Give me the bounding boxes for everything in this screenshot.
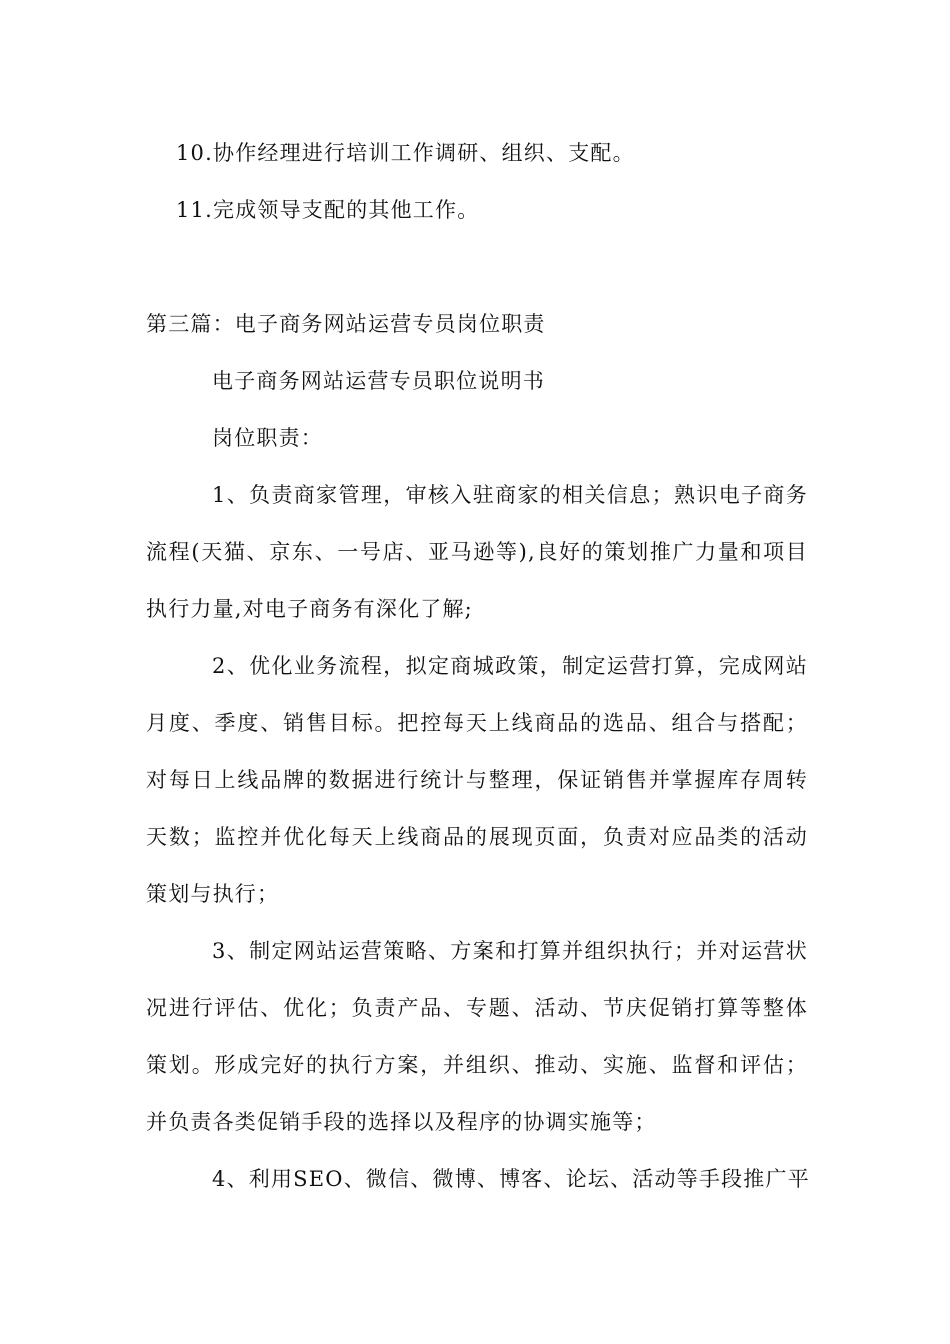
paragraph-2-line-3: 对每日上线品牌的数据进行统计与整理，保证销售并掌握库存周转 (146, 768, 808, 792)
subtitle: 电子商务网站运营专员职位说明书 (212, 369, 545, 393)
paragraph-1-line-3: 执行力量,对电子商务有深化了解; (146, 597, 473, 621)
paragraph-3-line-1: 3、制定网站运营策略、方案和打算并组织执行；并对运营状 (212, 939, 808, 963)
paragraph-1-line-2: 流程(天猫、京东、一号店、亚马逊等),良好的策划推广力量和项目 (146, 540, 808, 564)
section-heading: 第三篇：电子商务网站运营专员岗位职责 (146, 312, 546, 336)
paragraph-4-line-1: 4、利用SEO、微信、微博、博客、论坛、活动等手段推广平 (212, 1167, 810, 1191)
responsibilities-label: 岗位职责： (212, 426, 323, 450)
paragraph-3-line-3: 策划。形成完好的执行方案，并组织、推动、实施、监督和评估； (146, 1053, 808, 1077)
paragraph-3-line-2: 况进行评估、优化；负责产品、专题、活动、节庆促销打算等整体 (146, 996, 808, 1020)
list-item-10: 10.协作经理进行培训工作调研、组织、支配。 (176, 141, 635, 165)
paragraph-2-line-1: 2、优化业务流程，拟定商城政策，制定运营打算，完成网站 (212, 654, 808, 678)
paragraph-2-line-5: 策划与执行； (146, 882, 280, 906)
paragraph-3-line-4: 并负责各类促销手段的选择以及程序的协调实施等； (146, 1110, 657, 1134)
list-item-11: 11.完成领导支配的其他工作。 (176, 198, 480, 222)
paragraph-2-line-4: 天数；监控并优化每天上线商品的展现页面，负责对应品类的活动 (146, 825, 808, 849)
paragraph-2-line-2: 月度、季度、销售目标。把控每天上线商品的选品、组合与搭配； (146, 711, 808, 735)
paragraph-1-line-1: 1、负责商家管理，审核入驻商家的相关信息；熟识电子商务 (212, 483, 808, 507)
